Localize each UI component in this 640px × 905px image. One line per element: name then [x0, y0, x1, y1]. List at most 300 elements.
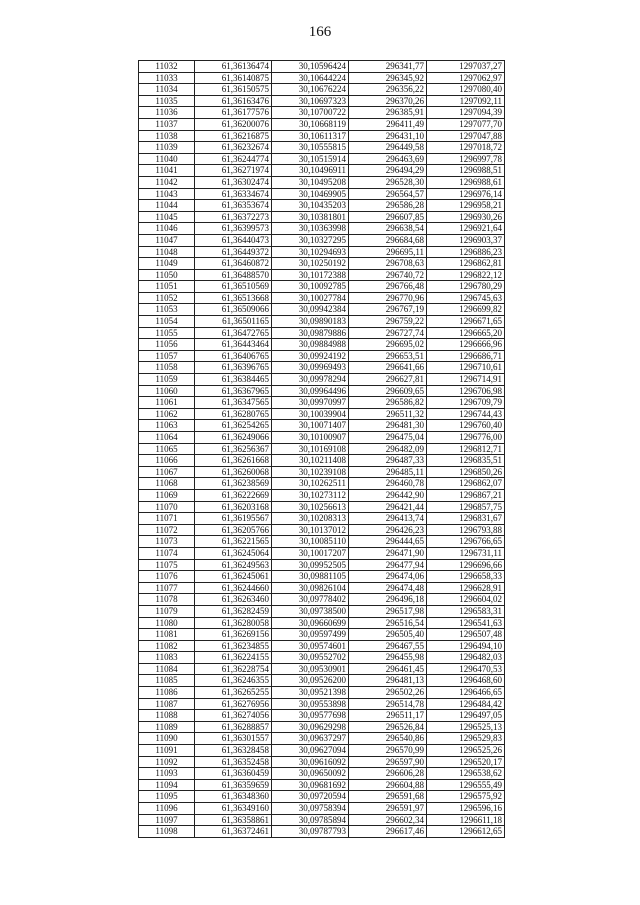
longitude-cell: 30,10555815: [272, 142, 349, 154]
point-id-cell: 11089: [139, 721, 195, 733]
latitude-cell: 61,36246355: [195, 675, 272, 687]
x-coordinate-cell: 296341,77: [349, 61, 427, 73]
longitude-cell: 30,09881105: [272, 571, 349, 583]
table-row: [139, 397, 505, 409]
table-row: [139, 652, 505, 664]
latitude-cell: 61,36372273: [195, 211, 272, 223]
longitude-cell: 30,09637297: [272, 733, 349, 745]
y-coordinate-cell: 1296611,18: [427, 814, 505, 826]
latitude-cell: 61,36384465: [195, 374, 272, 386]
y-coordinate-cell: 1296482,03: [427, 652, 505, 664]
point-id-cell: 11043: [139, 188, 195, 200]
latitude-cell: 61,36261668: [195, 455, 272, 467]
table-row: [139, 768, 505, 780]
latitude-cell: 61,36245064: [195, 547, 272, 559]
x-coordinate-cell: 296502,26: [349, 687, 427, 699]
longitude-cell: 30,09629298: [272, 721, 349, 733]
point-id-cell: 11086: [139, 687, 195, 699]
longitude-cell: 30,09660699: [272, 617, 349, 629]
table-row: [139, 130, 505, 142]
y-coordinate-cell: 1296867,21: [427, 489, 505, 501]
point-id-cell: 11095: [139, 791, 195, 803]
longitude-cell: 30,10676224: [272, 84, 349, 96]
longitude-cell: 30,09890183: [272, 316, 349, 328]
longitude-cell: 30,09884988: [272, 339, 349, 351]
x-coordinate-cell: 296564,57: [349, 188, 427, 200]
table-row: [139, 501, 505, 513]
point-id-cell: 11075: [139, 559, 195, 571]
point-id-cell: 11054: [139, 316, 195, 328]
x-coordinate-cell: 296591,97: [349, 803, 427, 815]
point-id-cell: 11090: [139, 733, 195, 745]
x-coordinate-cell: 296708,63: [349, 258, 427, 270]
x-coordinate-cell: 296514,78: [349, 698, 427, 710]
longitude-cell: 30,10071407: [272, 420, 349, 432]
point-id-cell: 11096: [139, 803, 195, 815]
longitude-cell: 30,09778402: [272, 594, 349, 606]
latitude-cell: 61,36269156: [195, 629, 272, 641]
longitude-cell: 30,09526200: [272, 675, 349, 687]
latitude-cell: 61,36349160: [195, 803, 272, 815]
point-id-cell: 11084: [139, 663, 195, 675]
longitude-cell: 30,09969493: [272, 362, 349, 374]
table-row: [139, 200, 505, 212]
x-coordinate-cell: 296695,02: [349, 339, 427, 351]
x-coordinate-cell: 296602,34: [349, 814, 427, 826]
table-row: [139, 118, 505, 130]
table-row: [139, 339, 505, 351]
table-row: [139, 269, 505, 281]
y-coordinate-cell: 1296886,23: [427, 246, 505, 258]
x-coordinate-cell: 296485,11: [349, 466, 427, 478]
y-coordinate-cell: 1296744,43: [427, 408, 505, 420]
latitude-cell: 61,36244660: [195, 582, 272, 594]
latitude-cell: 61,36177576: [195, 107, 272, 119]
x-coordinate-cell: 296770,96: [349, 292, 427, 304]
table-row: [139, 826, 505, 838]
table-row: [139, 478, 505, 490]
y-coordinate-cell: 1296862,81: [427, 258, 505, 270]
longitude-cell: 30,10017207: [272, 547, 349, 559]
latitude-cell: 61,36249066: [195, 432, 272, 444]
latitude-cell: 61,36509066: [195, 304, 272, 316]
y-coordinate-cell: 1296671,65: [427, 316, 505, 328]
table-row: [139, 779, 505, 791]
y-coordinate-cell: 1296628,91: [427, 582, 505, 594]
y-coordinate-cell: 1296862,07: [427, 478, 505, 490]
table-row: [139, 803, 505, 815]
latitude-cell: 61,36360459: [195, 768, 272, 780]
longitude-cell: 30,09597499: [272, 629, 349, 641]
table-row: [139, 188, 505, 200]
y-coordinate-cell: 1296470,53: [427, 663, 505, 675]
y-coordinate-cell: 1296555,49: [427, 779, 505, 791]
point-id-cell: 11080: [139, 617, 195, 629]
y-coordinate-cell: 1296665,20: [427, 327, 505, 339]
point-id-cell: 11082: [139, 640, 195, 652]
x-coordinate-cell: 296607,85: [349, 211, 427, 223]
x-coordinate-cell: 296496,18: [349, 594, 427, 606]
x-coordinate-cell: 296442,90: [349, 489, 427, 501]
longitude-cell: 30,09785894: [272, 814, 349, 826]
x-coordinate-cell: 296475,04: [349, 432, 427, 444]
longitude-cell: 30,10495208: [272, 176, 349, 188]
longitude-cell: 30,10172388: [272, 269, 349, 281]
x-coordinate-cell: 296487,33: [349, 455, 427, 467]
latitude-cell: 61,36282459: [195, 605, 272, 617]
x-coordinate-cell: 296540,86: [349, 733, 427, 745]
table-row: [139, 513, 505, 525]
y-coordinate-cell: 1297080,40: [427, 84, 505, 96]
point-id-cell: 11036: [139, 107, 195, 119]
table-row: [139, 61, 505, 73]
y-coordinate-cell: 1296497,05: [427, 710, 505, 722]
longitude-cell: 30,10092785: [272, 281, 349, 293]
table-row: [139, 176, 505, 188]
table-row: [139, 420, 505, 432]
longitude-cell: 30,10211408: [272, 455, 349, 467]
x-coordinate-cell: 296586,28: [349, 200, 427, 212]
latitude-cell: 61,36260068: [195, 466, 272, 478]
longitude-cell: 30,10027784: [272, 292, 349, 304]
x-coordinate-cell: 296471,90: [349, 547, 427, 559]
table-row: [139, 246, 505, 258]
x-coordinate-cell: 296474,06: [349, 571, 427, 583]
y-coordinate-cell: 1296709,79: [427, 397, 505, 409]
longitude-cell: 30,09978294: [272, 374, 349, 386]
table-row: [139, 745, 505, 757]
point-id-cell: 11040: [139, 153, 195, 165]
latitude-cell: 61,36440473: [195, 234, 272, 246]
y-coordinate-cell: 1296541,63: [427, 617, 505, 629]
point-id-cell: 11069: [139, 489, 195, 501]
x-coordinate-cell: 296586,82: [349, 397, 427, 409]
latitude-cell: 61,36352458: [195, 756, 272, 768]
point-id-cell: 11081: [139, 629, 195, 641]
x-coordinate-cell: 296460,78: [349, 478, 427, 490]
x-coordinate-cell: 296455,98: [349, 652, 427, 664]
latitude-cell: 61,36203168: [195, 501, 272, 513]
longitude-cell: 30,09879886: [272, 327, 349, 339]
y-coordinate-cell: 1296921,64: [427, 223, 505, 235]
y-coordinate-cell: 1297094,39: [427, 107, 505, 119]
x-coordinate-cell: 296426,23: [349, 524, 427, 536]
y-coordinate-cell: 1296812,71: [427, 443, 505, 455]
latitude-cell: 61,36396765: [195, 362, 272, 374]
table-row: [139, 443, 505, 455]
latitude-cell: 61,36265255: [195, 687, 272, 699]
y-coordinate-cell: 1296822,12: [427, 269, 505, 281]
y-coordinate-cell: 1296831,67: [427, 513, 505, 525]
point-id-cell: 11045: [139, 211, 195, 223]
latitude-cell: 61,36163476: [195, 95, 272, 107]
longitude-cell: 30,09964496: [272, 385, 349, 397]
table-row: [139, 316, 505, 328]
y-coordinate-cell: 1296745,63: [427, 292, 505, 304]
latitude-cell: 61,36288857: [195, 721, 272, 733]
x-coordinate-cell: 296444,65: [349, 536, 427, 548]
latitude-cell: 61,36136474: [195, 61, 272, 73]
y-coordinate-cell: 1296699,82: [427, 304, 505, 316]
latitude-cell: 61,36249563: [195, 559, 272, 571]
x-coordinate-cell: 296461,45: [349, 663, 427, 675]
longitude-cell: 30,09616092: [272, 756, 349, 768]
point-id-cell: 11059: [139, 374, 195, 386]
longitude-cell: 30,09650092: [272, 768, 349, 780]
table-row: [139, 234, 505, 246]
x-coordinate-cell: 296528,30: [349, 176, 427, 188]
x-coordinate-cell: 296684,68: [349, 234, 427, 246]
x-coordinate-cell: 296570,99: [349, 745, 427, 757]
point-id-cell: 11098: [139, 826, 195, 838]
latitude-cell: 61,36200076: [195, 118, 272, 130]
point-id-cell: 11052: [139, 292, 195, 304]
y-coordinate-cell: 1296696,66: [427, 559, 505, 571]
x-coordinate-cell: 296511,32: [349, 408, 427, 420]
table-row: [139, 640, 505, 652]
table-row: [139, 304, 505, 316]
latitude-cell: 61,36234855: [195, 640, 272, 652]
point-id-cell: 11083: [139, 652, 195, 664]
point-id-cell: 11063: [139, 420, 195, 432]
y-coordinate-cell: 1296903,37: [427, 234, 505, 246]
longitude-cell: 30,10239108: [272, 466, 349, 478]
x-coordinate-cell: 296481,30: [349, 420, 427, 432]
latitude-cell: 61,36359659: [195, 779, 272, 791]
y-coordinate-cell: 1296525,26: [427, 745, 505, 757]
longitude-cell: 30,09826104: [272, 582, 349, 594]
y-coordinate-cell: 1297018,72: [427, 142, 505, 154]
longitude-cell: 30,10363998: [272, 223, 349, 235]
table-row: [139, 84, 505, 96]
latitude-cell: 61,36372461: [195, 826, 272, 838]
x-coordinate-cell: 296606,28: [349, 768, 427, 780]
point-id-cell: 11097: [139, 814, 195, 826]
point-id-cell: 11065: [139, 443, 195, 455]
table-row: [139, 153, 505, 165]
table-row: [139, 350, 505, 362]
point-id-cell: 11088: [139, 710, 195, 722]
table-row: [139, 165, 505, 177]
y-coordinate-cell: 1296706,98: [427, 385, 505, 397]
x-coordinate-cell: 296517,98: [349, 605, 427, 617]
table-row: [139, 675, 505, 687]
latitude-cell: 61,36460872: [195, 258, 272, 270]
table-row: [139, 698, 505, 710]
x-coordinate-cell: 296766,48: [349, 281, 427, 293]
point-id-cell: 11053: [139, 304, 195, 316]
table-row: [139, 605, 505, 617]
table-row: [139, 95, 505, 107]
latitude-cell: 61,36406765: [195, 350, 272, 362]
y-coordinate-cell: 1296529,83: [427, 733, 505, 745]
y-coordinate-cell: 1296612,65: [427, 826, 505, 838]
latitude-cell: 61,36472765: [195, 327, 272, 339]
latitude-cell: 61,36334674: [195, 188, 272, 200]
x-coordinate-cell: 296431,10: [349, 130, 427, 142]
table-row: [139, 223, 505, 235]
latitude-cell: 61,36271974: [195, 165, 272, 177]
longitude-cell: 30,09553898: [272, 698, 349, 710]
y-coordinate-cell: 1296686,71: [427, 350, 505, 362]
table-row: [139, 594, 505, 606]
y-coordinate-cell: 1296731,11: [427, 547, 505, 559]
table-row: [139, 292, 505, 304]
x-coordinate-cell: 296516,54: [349, 617, 427, 629]
table-row: [139, 756, 505, 768]
point-id-cell: 11042: [139, 176, 195, 188]
latitude-cell: 61,36256367: [195, 443, 272, 455]
point-id-cell: 11055: [139, 327, 195, 339]
longitude-cell: 30,10294693: [272, 246, 349, 258]
y-coordinate-cell: 1296930,26: [427, 211, 505, 223]
y-coordinate-cell: 1296575,92: [427, 791, 505, 803]
table-row: [139, 814, 505, 826]
y-coordinate-cell: 1296988,51: [427, 165, 505, 177]
x-coordinate-cell: 296695,11: [349, 246, 427, 258]
table-row: [139, 489, 505, 501]
y-coordinate-cell: 1297092,11: [427, 95, 505, 107]
y-coordinate-cell: 1296538,62: [427, 768, 505, 780]
y-coordinate-cell: 1296468,60: [427, 675, 505, 687]
table-row: [139, 374, 505, 386]
y-coordinate-cell: 1296997,78: [427, 153, 505, 165]
table-row: [139, 663, 505, 675]
longitude-cell: 30,10273112: [272, 489, 349, 501]
point-id-cell: 11038: [139, 130, 195, 142]
longitude-cell: 30,09758394: [272, 803, 349, 815]
latitude-cell: 61,36353674: [195, 200, 272, 212]
table-row: [139, 687, 505, 699]
y-coordinate-cell: 1296793,88: [427, 524, 505, 536]
longitude-cell: 30,10327295: [272, 234, 349, 246]
latitude-cell: 61,36224155: [195, 652, 272, 664]
x-coordinate-cell: 296641,66: [349, 362, 427, 374]
longitude-cell: 30,09952505: [272, 559, 349, 571]
table-row: [139, 432, 505, 444]
table-row: [139, 536, 505, 548]
longitude-cell: 30,10256613: [272, 501, 349, 513]
x-coordinate-cell: 296413,74: [349, 513, 427, 525]
latitude-cell: 61,36274056: [195, 710, 272, 722]
point-id-cell: 11048: [139, 246, 195, 258]
x-coordinate-cell: 296638,54: [349, 223, 427, 235]
latitude-cell: 61,36150575: [195, 84, 272, 96]
longitude-cell: 30,09970997: [272, 397, 349, 409]
longitude-cell: 30,09552702: [272, 652, 349, 664]
longitude-cell: 30,09574601: [272, 640, 349, 652]
x-coordinate-cell: 296494,29: [349, 165, 427, 177]
point-id-cell: 11060: [139, 385, 195, 397]
x-coordinate-cell: 296609,65: [349, 385, 427, 397]
table-row: [139, 710, 505, 722]
longitude-cell: 30,10208313: [272, 513, 349, 525]
point-id-cell: 11046: [139, 223, 195, 235]
y-coordinate-cell: 1296766,65: [427, 536, 505, 548]
longitude-cell: 30,10668119: [272, 118, 349, 130]
latitude-cell: 61,36280765: [195, 408, 272, 420]
table-row: [139, 524, 505, 536]
coordinates-table: [138, 60, 505, 838]
table-row: [139, 582, 505, 594]
x-coordinate-cell: 296740,72: [349, 269, 427, 281]
y-coordinate-cell: 1296958,21: [427, 200, 505, 212]
x-coordinate-cell: 296597,90: [349, 756, 427, 768]
page-number: 166: [308, 24, 332, 40]
point-id-cell: 11070: [139, 501, 195, 513]
longitude-cell: 30,09787793: [272, 826, 349, 838]
latitude-cell: 61,36221565: [195, 536, 272, 548]
x-coordinate-cell: 296345,92: [349, 72, 427, 84]
x-coordinate-cell: 296477,94: [349, 559, 427, 571]
x-coordinate-cell: 296356,22: [349, 84, 427, 96]
table-row: [139, 258, 505, 270]
x-coordinate-cell: 296467,55: [349, 640, 427, 652]
table-row: [139, 733, 505, 745]
x-coordinate-cell: 296481,13: [349, 675, 427, 687]
latitude-cell: 61,36238569: [195, 478, 272, 490]
y-coordinate-cell: 1296520,17: [427, 756, 505, 768]
latitude-cell: 61,36488570: [195, 269, 272, 281]
table-row: [139, 327, 505, 339]
x-coordinate-cell: 296370,26: [349, 95, 427, 107]
point-id-cell: 11067: [139, 466, 195, 478]
point-id-cell: 11033: [139, 72, 195, 84]
point-id-cell: 11041: [139, 165, 195, 177]
table-row: [139, 107, 505, 119]
y-coordinate-cell: 1296710,61: [427, 362, 505, 374]
latitude-cell: 61,36222669: [195, 489, 272, 501]
y-coordinate-cell: 1297062,97: [427, 72, 505, 84]
latitude-cell: 61,36399573: [195, 223, 272, 235]
x-coordinate-cell: 296474,48: [349, 582, 427, 594]
longitude-cell: 30,10262511: [272, 478, 349, 490]
point-id-cell: 11047: [139, 234, 195, 246]
latitude-cell: 61,36510569: [195, 281, 272, 293]
y-coordinate-cell: 1296714,91: [427, 374, 505, 386]
x-coordinate-cell: 296727,74: [349, 327, 427, 339]
point-id-cell: 11073: [139, 536, 195, 548]
longitude-cell: 30,09627094: [272, 745, 349, 757]
longitude-cell: 30,10496911: [272, 165, 349, 177]
point-id-cell: 11061: [139, 397, 195, 409]
table-row: [139, 629, 505, 641]
latitude-cell: 61,36140875: [195, 72, 272, 84]
point-id-cell: 11093: [139, 768, 195, 780]
y-coordinate-cell: 1296850,26: [427, 466, 505, 478]
longitude-cell: 30,10085110: [272, 536, 349, 548]
point-id-cell: 11085: [139, 675, 195, 687]
x-coordinate-cell: 296767,19: [349, 304, 427, 316]
x-coordinate-cell: 296526,84: [349, 721, 427, 733]
point-id-cell: 11037: [139, 118, 195, 130]
latitude-cell: 61,36358861: [195, 814, 272, 826]
x-coordinate-cell: 296482,09: [349, 443, 427, 455]
y-coordinate-cell: 1296976,14: [427, 188, 505, 200]
point-id-cell: 11049: [139, 258, 195, 270]
y-coordinate-cell: 1296658,33: [427, 571, 505, 583]
point-id-cell: 11074: [139, 547, 195, 559]
y-coordinate-cell: 1296776,00: [427, 432, 505, 444]
point-id-cell: 11057: [139, 350, 195, 362]
table-row: [139, 281, 505, 293]
latitude-cell: 61,36244774: [195, 153, 272, 165]
x-coordinate-cell: 296505,40: [349, 629, 427, 641]
y-coordinate-cell: 1296466,65: [427, 687, 505, 699]
x-coordinate-cell: 296653,51: [349, 350, 427, 362]
table-row: [139, 211, 505, 223]
latitude-cell: 61,36276956: [195, 698, 272, 710]
